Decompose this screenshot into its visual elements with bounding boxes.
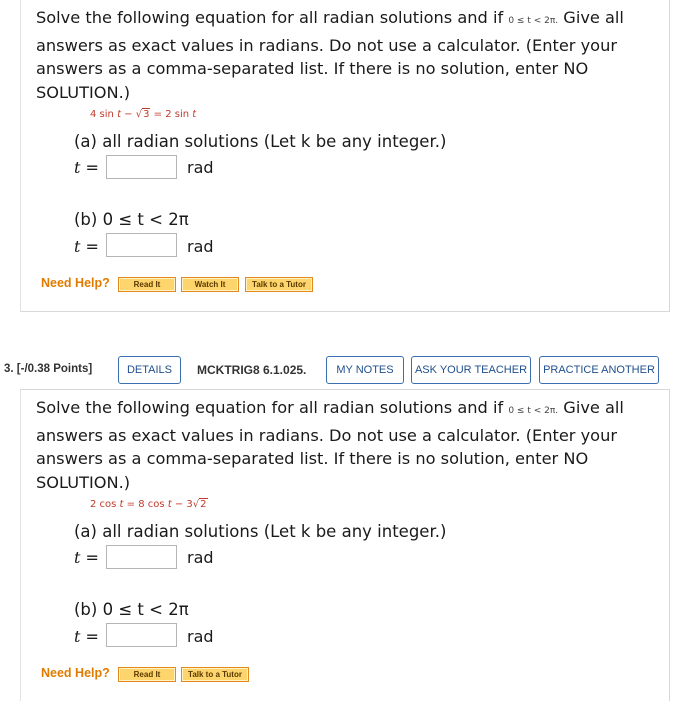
question-3-card — [20, 389, 670, 701]
read-it-button[interactable]: Read It — [118, 277, 176, 292]
talk-to-tutor-button[interactable]: Talk to a Tutor — [181, 667, 249, 682]
question-2-prompt — [36, 6, 636, 105]
eq-var: t — [117, 109, 121, 120]
eq-part: = 2 sin — [150, 109, 193, 120]
question-points: 3. [-/0.38 Points] — [4, 363, 93, 375]
eq-part: 2 cos — [90, 499, 120, 510]
answer-input-a[interactable] — [106, 155, 177, 179]
talk-to-tutor-button[interactable]: Talk to a Tutor — [245, 277, 313, 292]
answer-input-a[interactable] — [106, 545, 177, 569]
eq-part: 4 sin — [90, 109, 114, 120]
question-2-card — [20, 0, 670, 312]
prompt-text: Solve the following equation for all radian solutions and if — [36, 398, 504, 417]
eq-radicand: 3 — [143, 109, 150, 120]
unit-label: rad — [187, 548, 214, 567]
eq-part: = 8 cos — [123, 499, 168, 510]
answer-input-b[interactable] — [106, 623, 177, 647]
part-b-label: (b) 0 ≤ t < 2π — [74, 600, 189, 619]
read-it-button[interactable]: Read It — [118, 667, 176, 682]
question-3-header — [0, 355, 673, 385]
eq-var: t — [119, 499, 124, 510]
eq-var: t — [192, 109, 197, 120]
prompt-text-continued: Give all answers as exact values in radians. Do not use a calculator. (Enter your answers as a comma-separated list. If there is no solution, enter NO SOLUTION.) — [36, 398, 624, 493]
t-label: t = — [74, 237, 99, 256]
eq-var: t — [167, 499, 172, 510]
question-3-equation — [90, 498, 208, 510]
prompt-text-continued: Give all answers as exact values in radians. Do not use a calculator. (Enter your answers as a comma-separated list. If there is no solution, enter NO SOLUTION.) — [36, 8, 624, 103]
ask-your-teacher-button[interactable]: ASK YOUR TEACHER — [411, 356, 531, 384]
t-label: t = — [74, 158, 99, 177]
need-help-label: Need Help? — [41, 276, 110, 290]
interval-tiny: 0 ≤ t < 2π. — [508, 16, 559, 26]
interval-tiny: 0 ≤ t < 2π. — [508, 406, 559, 416]
need-help-label: Need Help? — [41, 666, 110, 680]
t-label: t = — [74, 548, 99, 567]
unit-label: rad — [187, 627, 214, 646]
eq-part: − √ — [120, 109, 143, 120]
part-b-label: (b) 0 ≤ t < 2π — [74, 210, 189, 229]
unit-label: rad — [187, 237, 214, 256]
eq-radicand: 2 — [200, 499, 207, 510]
details-button[interactable]: DETAILS — [118, 356, 181, 384]
my-notes-button[interactable]: MY NOTES — [326, 356, 404, 384]
watch-it-button[interactable]: Watch It — [181, 277, 239, 292]
part-a-label: (a) all radian solutions (Let k be any integer.) — [74, 522, 447, 541]
question-2-equation — [90, 108, 196, 120]
part-a-label: (a) all radian solutions (Let k be any integer.) — [74, 132, 447, 151]
problem-code: MCKTRIG8 6.1.025. — [197, 363, 307, 377]
unit-label: rad — [187, 158, 214, 177]
practice-another-button[interactable]: PRACTICE ANOTHER — [539, 356, 659, 384]
question-3-prompt — [36, 396, 636, 495]
eq-part: − 3√ — [171, 499, 200, 510]
answer-input-b[interactable] — [106, 233, 177, 257]
prompt-text: Solve the following equation for all radian solutions and if — [36, 8, 504, 27]
t-label: t = — [74, 627, 99, 646]
